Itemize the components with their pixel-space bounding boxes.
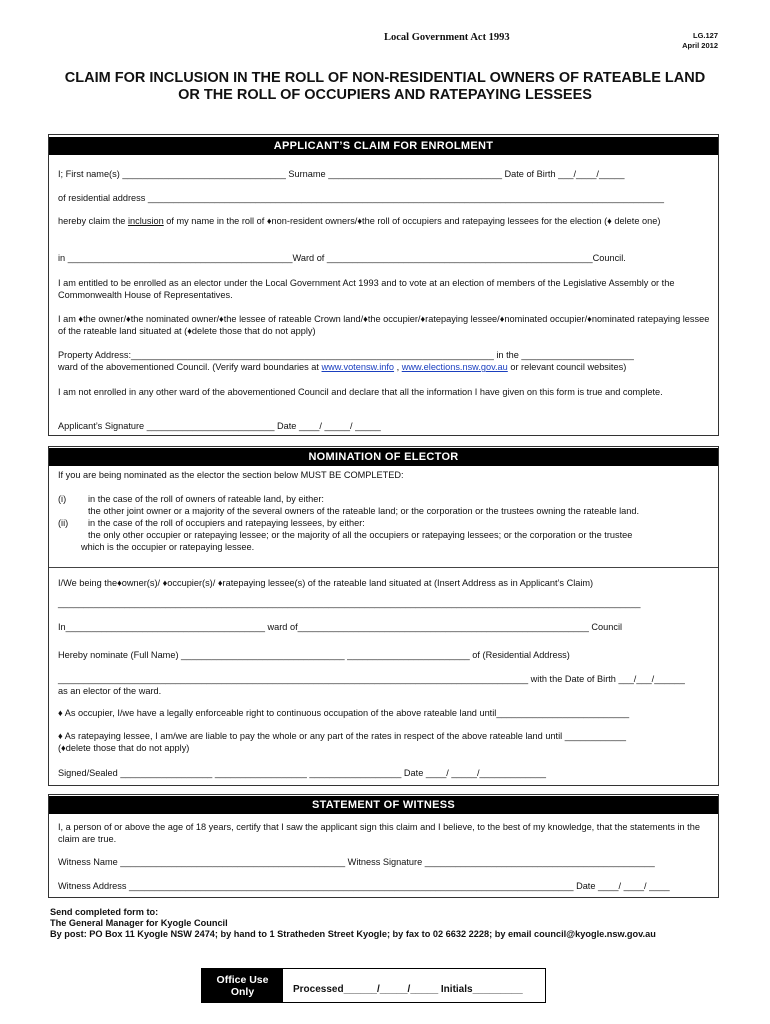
form-title	[0, 70, 770, 104]
item-ii-sub-1: the only other occupier or ratepaying lessee; or the majority of all the occupiers or ratepaying lessees; or the corporation or the trustee	[88, 530, 633, 540]
declaration-statement: I am not enrolled in any other ward of the abovementioned Council and declare that all the information I have given on this form is true and complete.	[58, 387, 663, 397]
owner-type-statement: I am ♦the owner/♦the nominated owner/♦the lessee of rateable Crown land/♦the occupier/♦ratepaying lessee/♦nominated occupier/♦nominated ratepaying lessee of the rateable land situated at (♦delete those that do not apply)	[58, 314, 710, 336]
item-i	[58, 493, 712, 505]
office-use-label	[202, 969, 283, 1002]
ward-verify-prefix: ward of the abovementioned Council. (Verify ward boundaries at	[58, 362, 322, 372]
item-i-sub: the other joint owner or a majority of the several owners of the rateable land; or the corporation or the trustees owning the rateable land.	[88, 506, 640, 516]
claim-statement: hereby claim the inclusion of my name in the roll of ♦non-resident owners/♦the roll of occupiers and ratepaying lessees for the election (♦ delete one)	[58, 216, 661, 226]
act-title: Local Government Act 1993	[384, 32, 510, 43]
names-field[interactable]: I; First name(s) ________________________________ Surname __________________________________ Date of Birth ___/____/_____	[58, 169, 625, 179]
nominator-ward-field[interactable]: In_______________________________________ ward of_________________________________________________________ Council	[58, 622, 623, 632]
ward-verify-suffix: or relevant council websites)	[507, 362, 627, 372]
send-to-line: Send completed form to:	[50, 907, 159, 917]
witness-section	[48, 794, 719, 898]
processed-initials-field[interactable]: Processed______/_____/_____ Initials_________	[293, 984, 523, 995]
contact-methods-line: By post: PO Box 11 Kyogle NSW 2474; by hand to 1 Stratheden Street Kyogle; by fax to 02 6632 2228; by email council@kyogle.nsw.gov.au	[50, 929, 656, 939]
signed-sealed-field[interactable]: Signed/Sealed __________________ __________________ __________________ Date ____/ _____/_____________	[58, 768, 546, 778]
form-title-line-2: OR THE ROLL OF OCCUPIERS AND RATEPAYING LESSEES	[178, 87, 592, 103]
nomination-heading: NOMINATION OF ELECTOR	[49, 448, 718, 466]
form-number: LG.127	[692, 31, 718, 40]
votensw-link[interactable]: www.votensw.info	[321, 362, 395, 372]
witness-statement: I, a person of or above the age of 18 years, certify that I saw the applicant sign this claim and I believe, to the best of my knowledge, that the statements in the claim are true.	[58, 822, 700, 844]
ward-verify-mid: ,	[394, 362, 402, 372]
applicant-signature-field[interactable]: Applicant’s Signature _________________________ Date ____/ _____/ _____	[58, 421, 381, 431]
nominator-address-field[interactable]: __________________________________________________________________________________________________________________	[58, 598, 641, 608]
item-ii-label: (ii)	[58, 518, 69, 528]
send-to-block	[50, 907, 656, 940]
witness-heading: STATEMENT OF WITNESS	[49, 796, 718, 814]
form-date: April 2012	[682, 41, 718, 50]
item-ii	[58, 517, 712, 529]
residential-address-field[interactable]: of residential address _____________________________________________________________________________________________________	[58, 193, 664, 203]
nominator-type-line: I/We being the♦owner(s)/ ♦occupier(s)/ ♦ratepaying lessee(s) of the rateable land situated at (Insert Address as in Applicant’s Claim)	[58, 578, 594, 588]
elections-nsw-link[interactable]: www.elections.nsw.gov.au	[401, 362, 508, 372]
item-i-text: in the case of the roll of owners of rateable land, by either:	[88, 494, 324, 504]
occupier-until-field[interactable]: ♦ As occupier, I/we have a legally enforceable right to continuous occupation of the above rateable land until__________________________	[58, 708, 630, 718]
item-i-label: (i)	[58, 494, 67, 504]
form-title-line-1: CLAIM FOR INCLUSION IN THE ROLL OF NON-RESIDENTIAL OWNERS OF RATEABLE LAND	[64, 70, 706, 86]
entitlement-statement: I am entitled to be enrolled as an elector under the Local Government Act 1993 and to vote at an election of members of the Legislative Assembly or the Commonwealth House of Representatives.	[58, 278, 675, 300]
applicant-section	[48, 134, 719, 436]
office-use-box	[201, 968, 546, 1003]
nominee-name-field[interactable]: Hereby nominate (Full Name) ________________________________ ________________________ of (Residential Address)	[58, 650, 570, 660]
nomination-section	[48, 446, 719, 786]
form-code	[682, 31, 718, 51]
office-use-label-1: Office Use	[216, 973, 269, 986]
ward-council-field[interactable]: in ____________________________________________Ward of ____________________________________________________Council.	[58, 253, 626, 263]
property-address-field[interactable]: Property Address:_______________________________________________________________________ in the ______________________	[58, 350, 634, 360]
item-ii-text: in the case of the roll of occupiers and ratepaying lessees, by either:	[88, 518, 365, 528]
ward-verify-note	[58, 361, 712, 373]
nomination-divider	[49, 567, 718, 568]
applicant-heading: APPLICANT’S CLAIM FOR ENROLMENT	[49, 137, 718, 155]
item-ii-sub-2: which is the occupier or ratepaying lessee.	[81, 542, 255, 552]
nomination-intro: If you are being nominated as the elector the section below MUST BE COMPLETED:	[58, 470, 404, 480]
ratepaying-until-field[interactable]: ♦ As ratepaying lessee, I am/we are liable to pay the whole or any part of the rates in respect of the above rateable land until ____________	[58, 731, 627, 741]
delete-note: (♦delete those that do not apply)	[58, 743, 190, 753]
witness-address-field[interactable]: Witness Address _______________________________________________________________________________________ Date ____/ ____/ ____	[58, 881, 670, 891]
office-use-label-2: Only	[230, 985, 255, 998]
nominee-dob-field[interactable]: ____________________________________________________________________________________________ with the Date of Birth ___/___/______	[58, 674, 685, 684]
witness-name-field[interactable]: Witness Name ____________________________________________ Witness Signature _____________________________________________	[58, 857, 655, 867]
elector-of-ward: as an elector of the ward.	[58, 686, 162, 696]
general-manager-line: The General Manager for Kyogle Council	[50, 918, 228, 928]
